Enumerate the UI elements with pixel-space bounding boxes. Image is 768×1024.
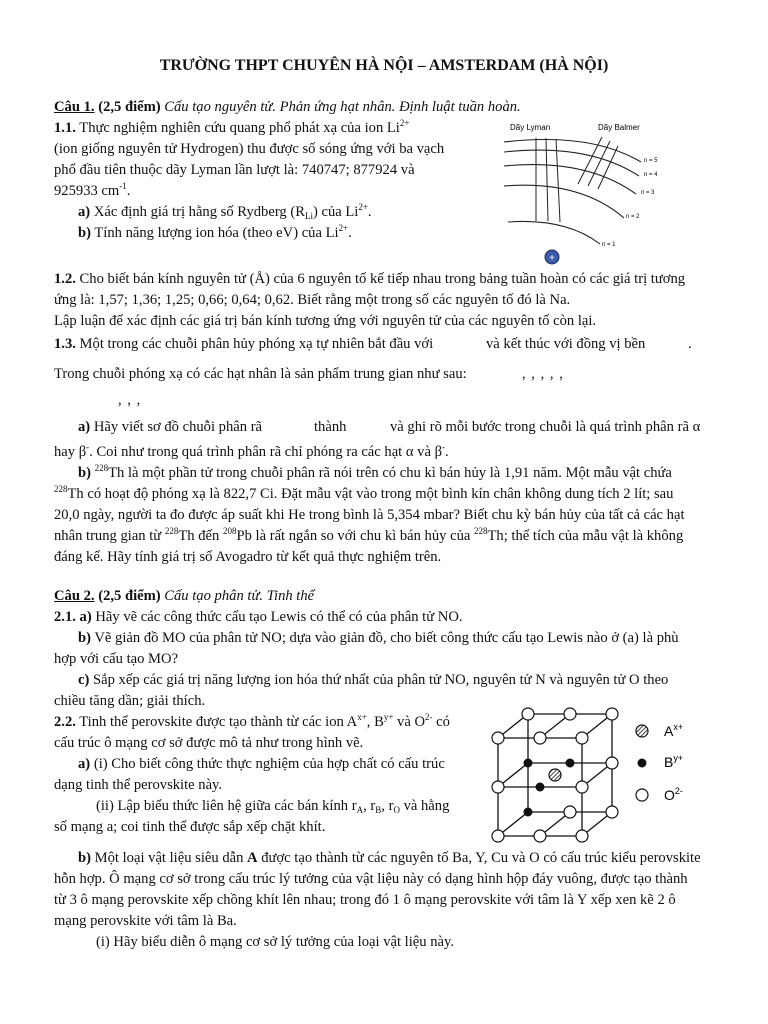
- p22-aii-s1: A: [356, 805, 364, 815]
- oxide-ion: [492, 830, 504, 842]
- a-cation: [549, 769, 561, 781]
- p13-b-l4-c: Pb là rất ngắn so với chu kì bán hủy của: [236, 528, 471, 544]
- p11-l4-text: 925933 cm: [54, 183, 120, 199]
- oxide-ion: [576, 781, 588, 793]
- p12-line-1: [54, 270, 685, 288]
- p11-line-3: phổ đầu tiên thuộc dãy Lyman lần lượt là: 740747; 877924 và: [54, 162, 415, 178]
- p11-a-sub: Li: [304, 211, 313, 221]
- p22-aii-b: , r: [363, 798, 376, 814]
- b-cation: [536, 783, 545, 792]
- p11-number: 1.1.: [54, 120, 76, 136]
- p11-a-sup: 2+: [358, 202, 368, 212]
- p13-b-sup2: 228: [54, 484, 68, 494]
- oxide-ion: [576, 830, 588, 842]
- b-cation: [566, 759, 575, 768]
- q1-label: Câu 1.: [54, 99, 95, 115]
- balmer-transition: [578, 137, 602, 184]
- p22-b-bold: A: [247, 850, 258, 866]
- p22-a-line-2: dạng tinh thể perovskite này.: [54, 777, 223, 793]
- p22-a-ii-line-2: số mạng a; coi tinh thể được sắp xếp chặt khít.: [54, 819, 326, 835]
- p21-a-text: Hãy vẽ các công thức cấu tạo Lewis có thể có của phân tử NO.: [95, 609, 463, 625]
- b-cation: [524, 808, 533, 817]
- p22-aii-a: (ii) Lập biểu thức liên hệ giữa các bán kính r: [96, 798, 357, 814]
- p22-b-text-a: Một loại vật liệu siêu dẫn: [94, 850, 244, 866]
- p13-a-l2-text2: . Coi như trong quá trình phân rã chỉ phóng ra các hạt α và β: [89, 444, 443, 460]
- p11-sup: 2+: [399, 118, 410, 128]
- p13-a-text2: thành: [314, 419, 347, 435]
- p22-b-line-2: hỗn hợp. Ô mạng cơ sở trong cấu trúc lý tưởng của vật liệu này có dạng hình hộp đáy vuông, được tạo thành: [54, 871, 688, 887]
- p13-a-l2-sup2: -: [442, 442, 446, 452]
- p11-line-1: [54, 119, 409, 137]
- p11-a-text2: ) của Li: [312, 204, 359, 220]
- p13-a-text3: và ghi rõ mỗi bước trong chuỗi là quá trình phân rã α: [390, 419, 701, 435]
- p11-b-end: .: [348, 225, 352, 241]
- oxide-ion: [606, 708, 618, 720]
- diagram-label-n3: n = 3: [641, 190, 655, 196]
- p13-line-1-cont: và kết thúc với đồng vị bền: [486, 336, 646, 352]
- p21-b-line-2: hợp với cấu tạo MO?: [54, 651, 179, 667]
- p22-b-text-b: được tạo thành từ các nguyên tố Ba, Y, Cu và O có cấu trúc kiểu perovskite: [261, 850, 701, 866]
- p13-a-l2-sup: -: [86, 442, 90, 452]
- b-cation: [524, 759, 533, 768]
- p22-l1-a: Tinh thể perovskite được tạo thành từ các ion A: [79, 714, 358, 730]
- lyman-transition: [556, 139, 560, 222]
- oxide-ion: [564, 708, 576, 720]
- p11-line-4: [54, 182, 130, 200]
- p22-b-line-4: mạng perovskite với tâm là Ba.: [54, 913, 237, 929]
- p22-line-1: [54, 713, 450, 731]
- p13-a-l2-end: .: [445, 444, 449, 460]
- p22-l1-b: , B: [366, 714, 384, 730]
- legend-a-label: $A^{x+}$: [664, 722, 684, 739]
- p22-a-ii-line-1: [96, 797, 449, 815]
- balmer-transition: [598, 146, 618, 189]
- p22-number: 2.2.: [54, 714, 76, 730]
- p13-a-l2-text: hay β: [54, 444, 87, 460]
- p21-c-label: c): [78, 672, 90, 688]
- p13-line-1: [54, 335, 433, 353]
- perovskite-unit-cell-diagram: [486, 704, 734, 844]
- oxide-ion: [522, 708, 534, 720]
- q2-topic: Cấu tạo phân tử. Tinh thể: [164, 588, 315, 604]
- oxide-ion: [534, 830, 546, 842]
- p13-a-line-2: [54, 443, 449, 461]
- p21-part-c: [78, 671, 668, 689]
- orbit-n2: [504, 185, 624, 218]
- p13-a-text1: Hãy viết sơ đồ chuỗi phân rã: [93, 419, 263, 435]
- p13-text-a: Một trong các chuỗi phân hủy phóng xạ tự nhiên bắt đầu với: [79, 336, 434, 352]
- q2-points: (2,5 điểm): [98, 588, 161, 604]
- p12-line-3: Lập luận để xác định các giá trị bán kính tương ứng với nguyên tử của các nguyên tố còn lại.: [54, 313, 597, 329]
- oxide-ion: [534, 732, 546, 744]
- p11-a-label: a): [78, 204, 91, 220]
- p22-aii-s3: O: [393, 805, 400, 815]
- orbit-n3: [504, 165, 636, 194]
- oxide-ion: [492, 781, 504, 793]
- p22-l1-c: và O: [393, 714, 426, 730]
- p13-b-l4-sup1: 228: [164, 526, 179, 536]
- p22-part-a: [78, 755, 445, 773]
- p13-line-2: Trong chuỗi phóng xạ có các hạt nhân là sản phẩm trung gian như sau:: [54, 366, 467, 382]
- p13-b-label: b): [78, 465, 91, 481]
- p13-b-line-2: [54, 485, 673, 503]
- page-title: TRƯỜNG THPT CHUYÊN HÀ NỘI – AMSTERDAM (HÀ NỘI): [159, 57, 609, 74]
- p21-b-label: b): [78, 630, 91, 646]
- legend-a-symbol: [636, 725, 648, 737]
- p13-part-a: [78, 418, 262, 436]
- p11-part-b: [78, 224, 352, 242]
- oxide-ion: [492, 732, 504, 744]
- p13-a-label: a): [78, 419, 91, 435]
- spectral-series-diagram: [496, 118, 696, 266]
- p22-aii-c: , r: [381, 798, 394, 814]
- oxide-ion: [606, 757, 618, 769]
- p13-b-l4-a: nhân trung gian từ: [54, 528, 162, 544]
- p13-line-2-commas: , , , , ,: [522, 366, 564, 382]
- p13-line-1-end: .: [688, 336, 692, 352]
- p13-b-l4-sup3: 228: [474, 526, 488, 536]
- oxide-ion: [576, 732, 588, 744]
- p13-b-l4-b: Th đến: [178, 528, 220, 544]
- p12-line-2: ứng là: 1,57; 1,36; 1,25; 0,66; 0,64; 0,62. Biết rằng một trong số các nguyên tố đó là Na.: [54, 292, 571, 308]
- p22-aii-s2: B: [375, 805, 382, 815]
- p21-b-text: Vẽ giản đồ MO của phân tử NO; dựa vào giản đồ, cho biết công thức cấu tạo Lewis nào ở (a) là phù: [94, 630, 679, 646]
- p13-b-line-3: 20,0 ngày, người ta đo được áp suất khi He trong bình là 5,354 mbar? Biết chu kỳ bán hủy của tất cả các hạt: [54, 507, 685, 523]
- diagram-label-lyman: Dãy Lyman: [510, 123, 551, 132]
- diagram-label-n1: n = 1: [602, 242, 616, 248]
- p11-b-label: b): [78, 225, 91, 241]
- q2-label: Câu 2.: [54, 588, 95, 604]
- p21-part-b: [78, 629, 679, 647]
- q1-points: (2,5 điểm): [98, 99, 161, 115]
- p11-b-text: Tính năng lượng ion hóa (theo eV) của Li: [94, 225, 339, 241]
- legend-o-label: $O^{2-}$: [664, 786, 683, 803]
- p13-b-line-4: [54, 527, 683, 545]
- p13-part-b: [78, 464, 672, 482]
- p12-number: 1.2.: [54, 271, 76, 287]
- oxide-ion: [606, 806, 618, 818]
- nucleus-plus-sign: +: [549, 253, 555, 264]
- p21-c-line-2: chiều tăng dần; giải thích.: [54, 693, 206, 709]
- diagram-label-n2: n = 2: [626, 214, 640, 220]
- p21-a-label: a): [79, 609, 92, 625]
- p22-l1-s2: y+: [383, 712, 394, 722]
- p13-line-3-commas: , , ,: [118, 392, 142, 408]
- p11-l4-sup: -1: [119, 181, 127, 191]
- p21-c-text: Sắp xếp các giá trị năng lượng ion hóa thứ nhất của phân tử NO, nguyên tử N và nguyên tử O theo: [93, 672, 669, 688]
- p11-b-sup: 2+: [338, 223, 349, 233]
- p22-l1-d: có: [432, 714, 450, 730]
- balmer-transition: [588, 141, 610, 186]
- question-1-heading: [54, 98, 521, 116]
- p22-a-label: a): [78, 756, 91, 772]
- p13-b-l4-d: Th; thể tích của mẫu vật là không: [487, 528, 684, 544]
- p21-part-a: [54, 608, 463, 626]
- p22-b-part-i: (i) Hãy biểu diễn ô mạng cơ sở lý tưởng của loại vật liệu này.: [96, 934, 454, 950]
- p22-aii-d: và hằng: [399, 798, 450, 814]
- p21-number: 2.1.: [54, 609, 76, 625]
- legend-o-symbol: [636, 789, 648, 801]
- diagram-label-balmer: Dãy Balmer: [598, 123, 640, 132]
- question-2-heading: [54, 587, 314, 605]
- legend-b-label: $B^{y+}$: [664, 753, 684, 770]
- legend-b-symbol: [638, 759, 647, 768]
- q1-topic: Cấu tạo nguyên tử. Phản ứng hạt nhân. Định luật tuần hoàn.: [164, 99, 521, 115]
- p22-part-b: [78, 849, 701, 867]
- p22-line-2: cấu trúc ô mạng cơ sở được mô tả như trong hình vẽ.: [54, 735, 364, 751]
- p11-part-a: [78, 203, 372, 221]
- p13-b-text2: Th có hoạt độ phóng xạ là 822,7 Ci. Đặt mẫu vật vào trong một bình kín chân không dung tích 2 lít; sau: [67, 486, 674, 502]
- p13-b-l4-sup2: 208: [222, 526, 237, 536]
- p22-b-label: b): [78, 850, 91, 866]
- p22-b-line-3: từ 3 ô mạng perovskite xếp chồng khít lên nhau; trong đó 1 ô mạng perovskite với tâm là Y xếp xen kẽ 2 ô: [54, 892, 676, 908]
- p22-a-text: (i) Cho biết công thức thực nghiệm của hợp chất có cấu trúc: [93, 756, 445, 772]
- p22-l1-s3: 2-: [425, 712, 433, 722]
- diagram-label-n4: n = 4: [644, 172, 658, 178]
- p13-number: 1.3.: [54, 336, 76, 352]
- p22-l1-s1: x+: [357, 712, 367, 722]
- oxide-ion: [564, 806, 576, 818]
- orbit-n4: [504, 150, 639, 176]
- p13-b-line-5: đáng kể. Hãy tính giá trị số Avogadro từ kết quả thực nghiệm trên.: [54, 549, 442, 565]
- orbit-n1: [508, 221, 600, 244]
- p11-a-text: Xác định giá trị hằng số Rydberg (R: [93, 204, 305, 220]
- p11-text: Thực nghiệm nghiên cứu quang phổ phát xạ của ion Li: [79, 120, 400, 136]
- p12-text: Cho biết bán kính nguyên tử (Å) của 6 nguyên tố kế tiếp nhau trong bảng tuần hoàn có các giá trị tương: [79, 271, 686, 287]
- p11-a-end: .: [367, 204, 372, 220]
- diagram-label-n5: n = 5: [644, 158, 658, 164]
- p11-l4-end: .: [126, 183, 131, 199]
- p13-b-text1: Th là một phần tử trong chuỗi phân rã nói trên có chu kì bán hủy là 1,91 năm. Một mẫu vật chứa: [108, 465, 672, 481]
- p13-b-sup1: 228: [94, 463, 109, 473]
- p11-line-2: (ion giống nguyên tử Hydrogen) thu được số sóng ứng với ba vạch: [54, 141, 445, 157]
